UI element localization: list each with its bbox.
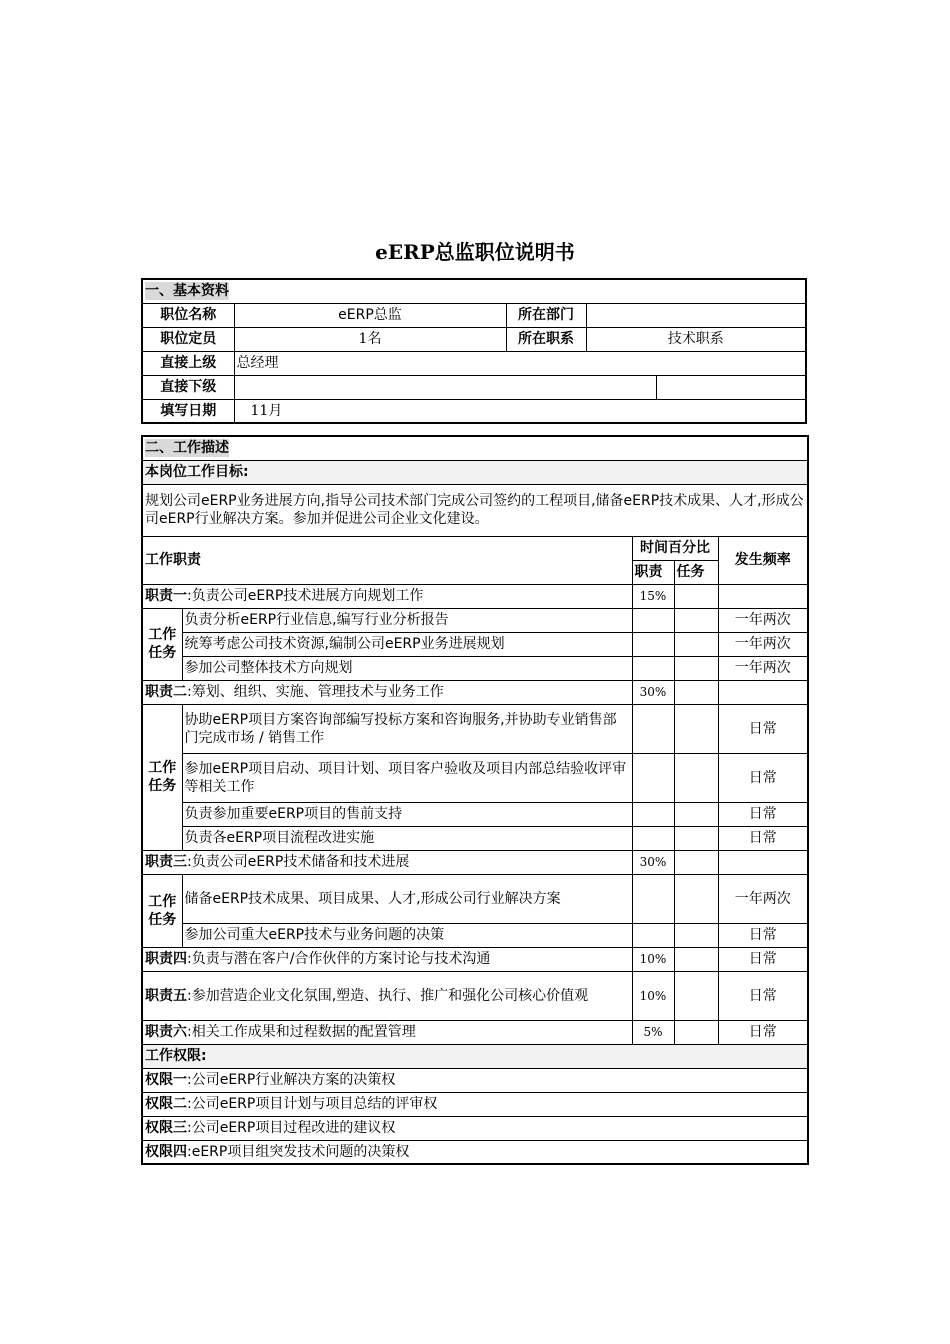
authority-text: 权限二:公司eERP项目计划与项目总结的评审权 (142, 1092, 808, 1116)
duty-text: 职责一:负责公司eERP技术进展方向规划工作 (142, 584, 632, 608)
duty-pct: 15% (632, 584, 674, 608)
duty-text: 职责三:负责公司eERP技术储备和技术进展 (142, 850, 632, 874)
authority-label: 工作权限: (142, 1044, 808, 1068)
duty-pct: 10% (632, 971, 674, 1020)
duty-row (142, 947, 808, 971)
duty-row (142, 1020, 808, 1044)
headcount-label: 职位定员 (142, 327, 234, 351)
task-text: 储备eERP技术成果、项目成果、人才,形成公司行业解决方案 (182, 874, 632, 923)
duty-text: 职责四:负责与潜在客户/合作伙伴的方案讨论与技术沟通 (142, 947, 632, 971)
task-freq: 日常 (718, 753, 808, 802)
duty-row (142, 850, 808, 874)
task-label: 工作 任务 (142, 874, 182, 947)
task-text: 负责分析eERP行业信息,编写行业分析报告 (182, 608, 632, 632)
task-freq: 日常 (718, 923, 808, 947)
duty-row (142, 971, 808, 1020)
basic-info-table (141, 278, 807, 424)
duty-pct: 30% (632, 680, 674, 704)
duty-text: 职责二:筹划、组织、实施、管理技术与业务工作 (142, 680, 632, 704)
task-row (142, 608, 808, 632)
frequency-header: 发生频率 (718, 536, 808, 584)
task-row (142, 704, 808, 753)
duty-col-header: 职责 (632, 560, 674, 584)
task-freq: 一年两次 (718, 608, 808, 632)
time-pct-header: 时间百分比 (632, 536, 718, 560)
task-freq: 一年两次 (718, 656, 808, 680)
work-section-header: 二、工作描述 (142, 436, 808, 460)
task-text: 统筹考虑公司技术资源,编制公司eERP业务进展规划 (182, 632, 632, 656)
task-row (142, 874, 808, 923)
task-text: 参加eERP项目启动、项目计划、项目客户验收及项目内部总结验收评审等相关工作 (182, 753, 632, 802)
superior-value: 总经理 (234, 351, 806, 375)
task-col-header: 任务 (674, 560, 718, 584)
task-label: 工作 任务 (142, 704, 182, 850)
department-label: 所在部门 (506, 303, 586, 327)
authority-row (142, 1140, 808, 1164)
task-freq: 日常 (718, 802, 808, 826)
position-name-value: eERP总监 (234, 303, 506, 327)
task-row (142, 753, 808, 802)
subordinate-label: 直接下级 (142, 375, 234, 399)
headcount-value: 1名 (234, 327, 506, 351)
duty-text: 职责六:相关工作成果和过程数据的配置管理 (142, 1020, 632, 1044)
basic-section-header: 一、基本资料 (142, 279, 806, 303)
task-text: 参加公司整体技术方向规划 (182, 656, 632, 680)
subordinate-extra (656, 375, 806, 399)
date-value: 11月 (234, 399, 806, 423)
duty-freq (718, 680, 808, 704)
duty-freq: 日常 (718, 1020, 808, 1044)
authority-row (142, 1068, 808, 1092)
duty-pct: 5% (632, 1020, 674, 1044)
task-freq: 日常 (718, 826, 808, 850)
superior-label: 直接上级 (142, 351, 234, 375)
duty-pct: 30% (632, 850, 674, 874)
task-row (142, 802, 808, 826)
duty-freq (718, 850, 808, 874)
duty-freq: 日常 (718, 947, 808, 971)
authority-text: 权限三:公司eERP项目过程改进的建议权 (142, 1116, 808, 1140)
task-freq: 一年两次 (718, 874, 808, 923)
duty-freq: 日常 (718, 971, 808, 1020)
task-freq: 一年两次 (718, 632, 808, 656)
duty-freq (718, 584, 808, 608)
duty-text: 职责五:参加营造企业文化氛围,塑造、执行、推广和强化公司核心价值观 (142, 971, 632, 1020)
task-row (142, 632, 808, 656)
authority-row (142, 1116, 808, 1140)
date-label: 填写日期 (142, 399, 234, 423)
task-text: 参加公司重大eERP技术与业务问题的决策 (182, 923, 632, 947)
duty-row (142, 584, 808, 608)
work-description-table (141, 435, 809, 1165)
document-title: eERP总监职位说明书 (375, 240, 575, 264)
task-row (142, 656, 808, 680)
task-label: 工作 任务 (142, 608, 182, 680)
goal-label: 本岗位工作目标: (142, 460, 808, 484)
task-row (142, 826, 808, 850)
task-text: 负责参加重要eERP项目的售前支持 (182, 802, 632, 826)
job-family-label: 所在职系 (506, 327, 586, 351)
authority-text: 权限一:公司eERP行业解决方案的决策权 (142, 1068, 808, 1092)
duty-row (142, 680, 808, 704)
goal-text: 规划公司eERP业务进展方向,指导公司技术部门完成公司签约的工程项目,储备eERP技术成果、人才,形成公司eERP行业解决方案。参加并促进公司企业文化建设。 (142, 484, 808, 536)
subordinate-value (234, 375, 656, 399)
job-family-value: 技术职系 (586, 327, 806, 351)
task-text: 负责各eERP项目流程改进实施 (182, 826, 632, 850)
authority-row (142, 1092, 808, 1116)
task-freq: 日常 (718, 704, 808, 753)
duties-header: 工作职责 (142, 536, 632, 584)
task-row (142, 923, 808, 947)
duty-pct: 10% (632, 947, 674, 971)
task-text: 协助eERP项目方案咨询部编写投标方案和咨询服务,并协助专业销售部门完成市场 / 销售工作 (182, 704, 632, 753)
authority-text: 权限四:eERP项目组突发技术问题的决策权 (142, 1140, 808, 1164)
department-value (586, 303, 806, 327)
position-name-label: 职位名称 (142, 303, 234, 327)
